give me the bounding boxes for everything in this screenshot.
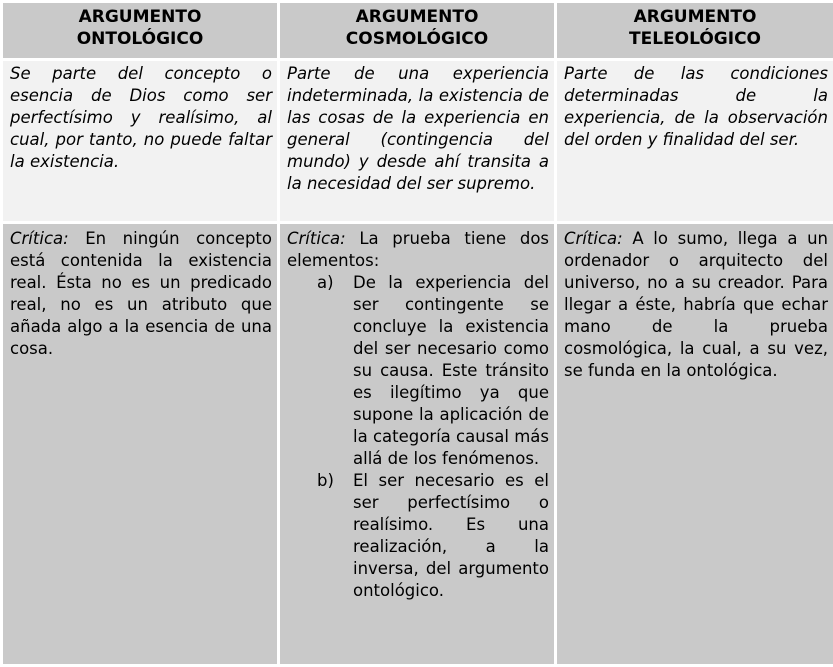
list-item-text: El ser necesario es el ser perfectísimo o realísimo. Es una realización, a la inversa, del argumento ontológico. [353,471,549,600]
description-ontological: Se parte del concepto o esencia de Dios como ser perfectísimo y realísimo, al cual, por tanto, no puede faltar la existencia. [3,61,277,221]
description-teleological: Parte de las condiciones determinadas de la experiencia, de la observación del orden y finalidad del ser. [557,61,833,221]
header-ontological [3,3,277,58]
header-teleological [557,3,833,58]
header-line2: COSMOLÓGICO [345,29,489,49]
list-item-text: De la experiencia del ser contingente se concluye la existencia del ser necesario como su causa. Este tránsito es ilegítimo ya que supone la aplicación de la categoría causal más allá de los fenómenos. [353,273,549,468]
list-item [287,272,549,470]
critique-teleological [557,224,833,664]
header-line2: TELEOLÓGICO [629,29,761,49]
list-marker: b) [317,471,334,490]
header-line2: ONTOLÓGICO [76,29,204,49]
critique-cosmological [280,224,554,664]
list-marker: a) [317,273,334,292]
critique-label: Crítica: [564,229,623,248]
header-cosmological [280,3,554,58]
critique-list [287,272,549,602]
critique-row [3,224,833,664]
critique-intro [287,228,549,272]
critique-text: A lo sumo, llega a un ordenador o arquitecto del universo, no a su creador. Para llegar a éste, habría que echar mano de la prueba cosmológica, la cual, a su vez, se funda en la ontológica. [564,229,829,380]
header-row [3,3,833,58]
header-line1: ARGUMENTO [78,7,202,27]
critique-ontological [3,224,277,664]
header-line1: ARGUMENTO [355,7,479,27]
description-row [3,61,833,221]
critique-text: En ningún concepto está contenida la existencia real. Ésta no es un predicado real, no es un atributo que añada algo a la esencia de una cosa. [10,229,273,358]
description-cosmological: Parte de una experiencia indeterminada, la existencia de las cosas de la experiencia en general (contingencia del mundo) y desde ahí transita a la necesidad del ser supremo. [280,61,554,221]
header-line1: ARGUMENTO [633,7,757,27]
critique-text: La prueba tiene dos elementos: [287,229,550,270]
list-item [287,470,549,602]
critique-label: Crítica: [287,229,346,248]
critique-label: Crítica: [10,229,69,248]
